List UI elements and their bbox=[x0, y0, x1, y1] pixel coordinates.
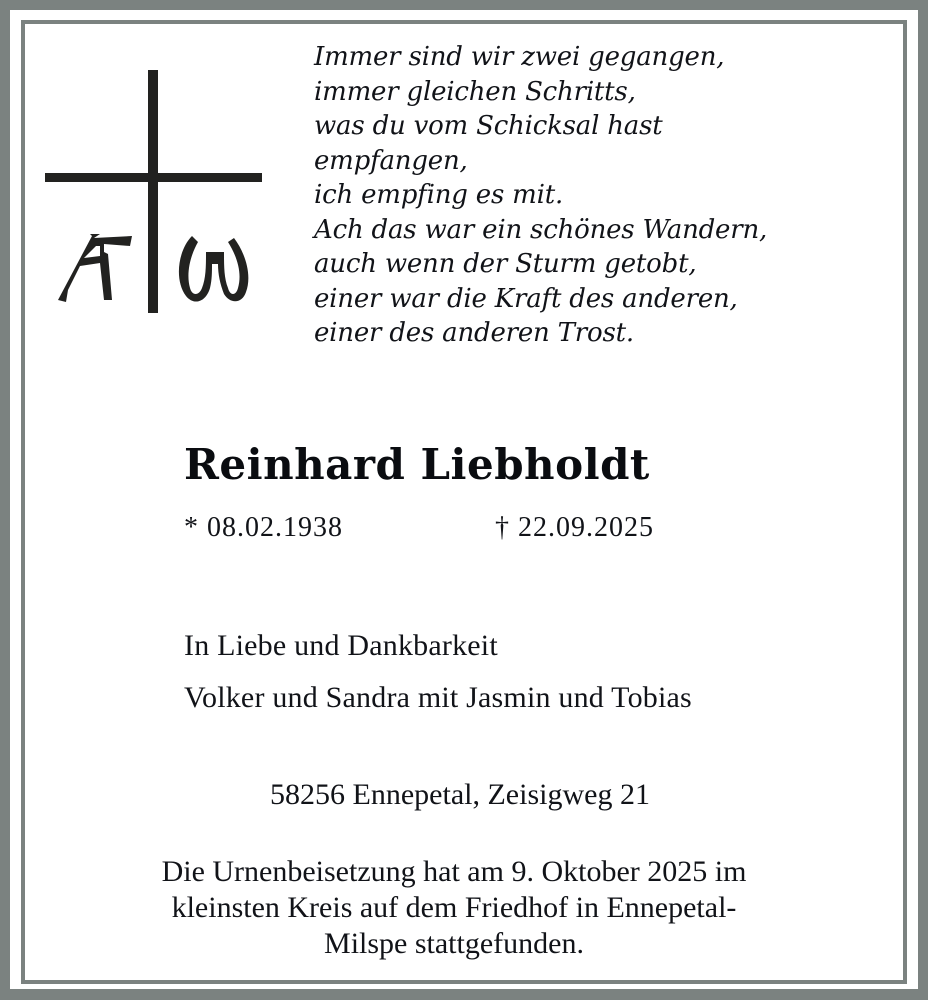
dedication: In Liebe und Dankbarkeit bbox=[184, 629, 498, 662]
burial-line: kleinsten Kreis auf dem Friedhof in Ennepetal- bbox=[171, 891, 737, 924]
poem-line: Ach das war ein schönes Wandern, bbox=[314, 214, 768, 245]
burial-line: Die Urnenbeisetzung hat am 9. Oktober 2025 im bbox=[161, 855, 747, 888]
burial-line: Milspe stattgefunden. bbox=[324, 927, 584, 960]
poem-line: was du vom Schicksal hast bbox=[314, 111, 663, 141]
family-section bbox=[184, 620, 692, 724]
poem-line: ich empfing es mit. bbox=[314, 180, 564, 210]
poem-line: einer war die Kraft des anderen, bbox=[314, 283, 738, 314]
address: 58256 Ennepetal, Zeisigweg 21 bbox=[270, 778, 650, 811]
poem bbox=[314, 40, 767, 351]
poem-line: immer gleichen Schritts, bbox=[314, 76, 636, 107]
dagger-icon: † bbox=[495, 512, 510, 543]
burial-notice bbox=[40, 854, 868, 962]
poem-line: auch wenn der Sturm getobt, bbox=[314, 249, 697, 279]
death-date-group bbox=[495, 512, 654, 544]
death-date: 22.09.2025 bbox=[518, 512, 654, 543]
poem-line: empfangen, bbox=[314, 145, 468, 176]
poem-line: einer des anderen Trost. bbox=[314, 318, 634, 348]
birth-date: * 08.02.1938 bbox=[184, 512, 343, 543]
cross-alpha-omega-icon bbox=[44, 68, 264, 318]
mourners: Volker und Sandra mit Jasmin und Tobias bbox=[184, 681, 692, 714]
deceased-name: Reinhard Liebholdt bbox=[184, 440, 650, 489]
poem-line: Immer sind wir zwei gegangen, bbox=[314, 42, 725, 72]
